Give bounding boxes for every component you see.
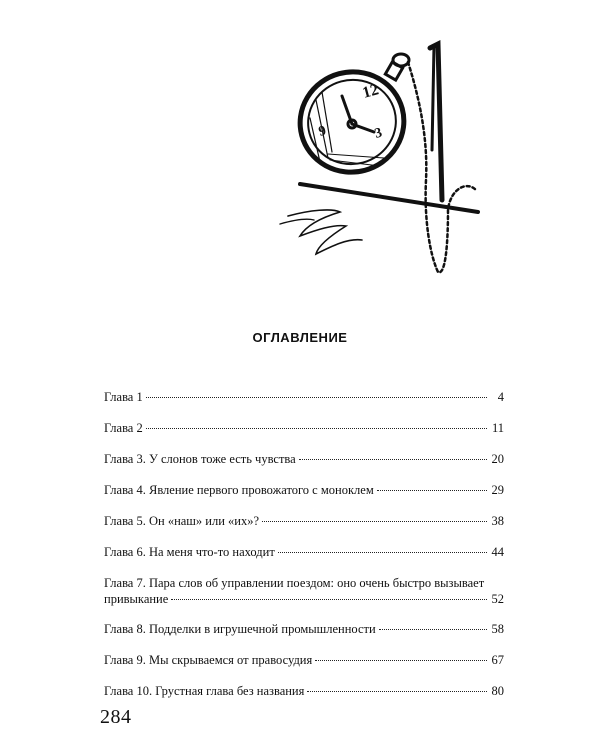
toc-entry-10[interactable] [104, 684, 504, 715]
pocket-watch-illustration [270, 40, 500, 290]
toc-entry-5[interactable] [104, 514, 504, 545]
toc-entry-3[interactable] [104, 452, 504, 483]
dot-leader [171, 599, 487, 600]
dot-leader [262, 521, 487, 522]
toc-entry-continuation [104, 592, 504, 607]
toc-entry-8[interactable] [104, 622, 504, 653]
toc-entry-1[interactable] [104, 390, 504, 421]
toc-entry-label: Глава 7. Пара слов об управлении поездом: оно очень быстро вызывает [104, 576, 485, 590]
toc-title: ОГЛАВЛЕНИЕ [252, 330, 348, 345]
dot-leader [377, 490, 487, 491]
toc-entry-9[interactable] [104, 653, 504, 684]
dial-number-9: 9 [317, 123, 328, 140]
toc-entry-6[interactable] [104, 545, 504, 576]
toc-entry-page: 38 [491, 514, 504, 528]
dot-leader [299, 459, 487, 460]
toc-entry-label: Глава 3. У слонов тоже есть чувства [104, 452, 296, 466]
toc-entry-label: Глава 8. Подделки в игрушечной промышленности [104, 622, 376, 636]
toc-entry-label: Глава 4. Явление первого провожатого с моноклем [104, 483, 374, 497]
dial-number-3: 3 [373, 125, 384, 142]
toc-entry-page: 52 [491, 592, 504, 606]
toc-entry-page: 44 [491, 545, 504, 559]
toc-entry-page: 29 [491, 483, 504, 497]
dot-leader [146, 428, 487, 429]
table-of-contents [104, 390, 504, 715]
page-number: 284 [100, 706, 132, 728]
toc-entry-page: 11 [491, 421, 504, 435]
toc-entry-label: Глава 5. Он «наш» или «их»? [104, 514, 260, 528]
toc-entry-label-continued: привыкание [104, 592, 169, 606]
toc-entry-page: 67 [491, 653, 504, 667]
toc-entry-page: 4 [497, 390, 504, 404]
dial-number-12: 12 [360, 81, 381, 102]
dot-leader [278, 552, 487, 553]
dot-leader [307, 691, 487, 692]
toc-entry-4[interactable] [104, 483, 504, 514]
dot-leader [379, 629, 487, 630]
toc-entry-label: Глава 6. На меня что-то находит [104, 545, 275, 559]
toc-entry-page: 80 [491, 684, 504, 698]
toc-entry-label: Глава 10. Грустная глава без названия [104, 684, 305, 698]
toc-entry-7[interactable] [104, 576, 504, 622]
toc-entry-page: 58 [491, 622, 504, 636]
toc-entry-label: Глава 2 [104, 421, 143, 435]
dot-leader [146, 397, 487, 398]
toc-entry-page: 20 [491, 452, 504, 466]
toc-entry-2[interactable] [104, 421, 504, 452]
toc-entry-label: Глава 1 [104, 390, 143, 404]
dot-leader [315, 660, 487, 661]
toc-entry-label: Глава 9. Мы скрываемся от правосудия [104, 653, 313, 667]
